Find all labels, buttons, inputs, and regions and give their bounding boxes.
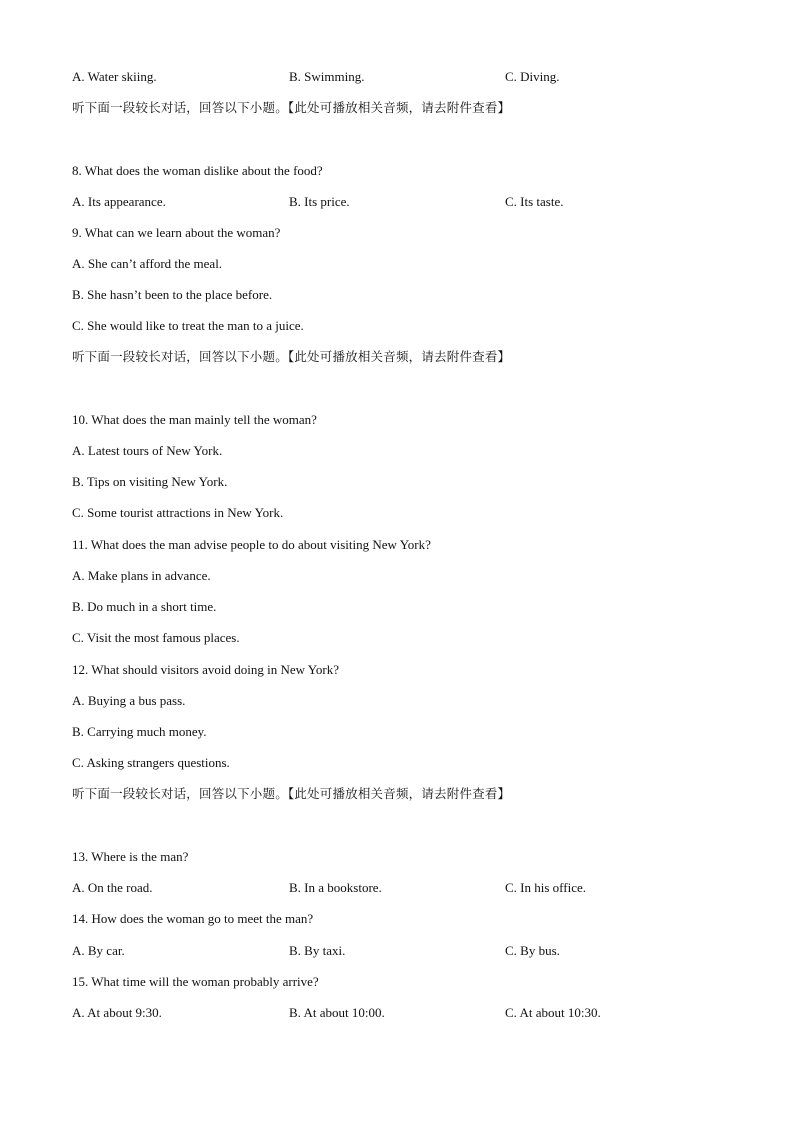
option-a: A. By car. [72,943,125,958]
q7-options [72,69,734,85]
option-c: C. By bus. [505,943,560,958]
option-a: A. She can’t afford the meal. [72,256,223,271]
option-b: B. Swimming. [289,69,365,84]
question-9: 9. What can we learn about the woman? [72,225,281,240]
audio-note: 听下面一段较长对话，回答以下小题。【此处可播放相关音频，请去附件查看】 [72,100,511,115]
q14-options [72,943,734,959]
q15-options [72,1005,734,1021]
option-c: C. In his office. [505,880,586,895]
audio-note: 听下面一段较长对话，回答以下小题。【此处可播放相关音频，请去附件查看】 [72,786,511,801]
option-b: B. Its price. [289,194,350,209]
option-a: A. Make plans in advance. [72,568,211,583]
option-c: C. Visit the most famous places. [72,630,240,645]
option-b: B. She hasn’t been to the place before. [72,287,273,302]
question-12: 12. What should visitors avoid doing in New York? [72,662,339,677]
option-a: A. Buying a bus pass. [72,693,186,708]
option-c: C. At about 10:30. [505,1005,601,1020]
audio-note: 听下面一段较长对话，回答以下小题。【此处可播放相关音频，请去附件查看】 [72,349,511,364]
option-a: A. Its appearance. [72,194,166,209]
option-c: C. Some tourist attractions in New York. [72,505,284,520]
option-b: B. By taxi. [289,943,346,958]
option-c: C. Its taste. [505,194,564,209]
option-b: B. Tips on visiting New York. [72,474,228,489]
option-b: B. In a bookstore. [289,880,382,895]
option-c: C. Asking strangers questions. [72,755,230,770]
option-b: B. Carrying much money. [72,724,207,739]
option-c: C. She would like to treat the man to a juice. [72,318,304,333]
q8-options [72,194,734,210]
option-b: B. At about 10:00. [289,1005,385,1020]
option-a: A. Water skiing. [72,69,157,84]
q13-options [72,880,734,896]
option-a: A. Latest tours of New York. [72,443,223,458]
option-c: C. Diving. [505,69,560,84]
option-b: B. Do much in a short time. [72,599,217,614]
question-14: 14. How does the woman go to meet the man? [72,911,314,926]
question-10: 10. What does the man mainly tell the woman? [72,412,317,427]
question-11: 11. What does the man advise people to do about visiting New York? [72,537,431,552]
option-a: A. On the road. [72,880,153,895]
question-8: 8. What does the woman dislike about the food? [72,163,323,178]
question-13: 13. Where is the man? [72,849,189,864]
question-15: 15. What time will the woman probably arrive? [72,974,319,989]
option-a: A. At about 9:30. [72,1005,162,1020]
